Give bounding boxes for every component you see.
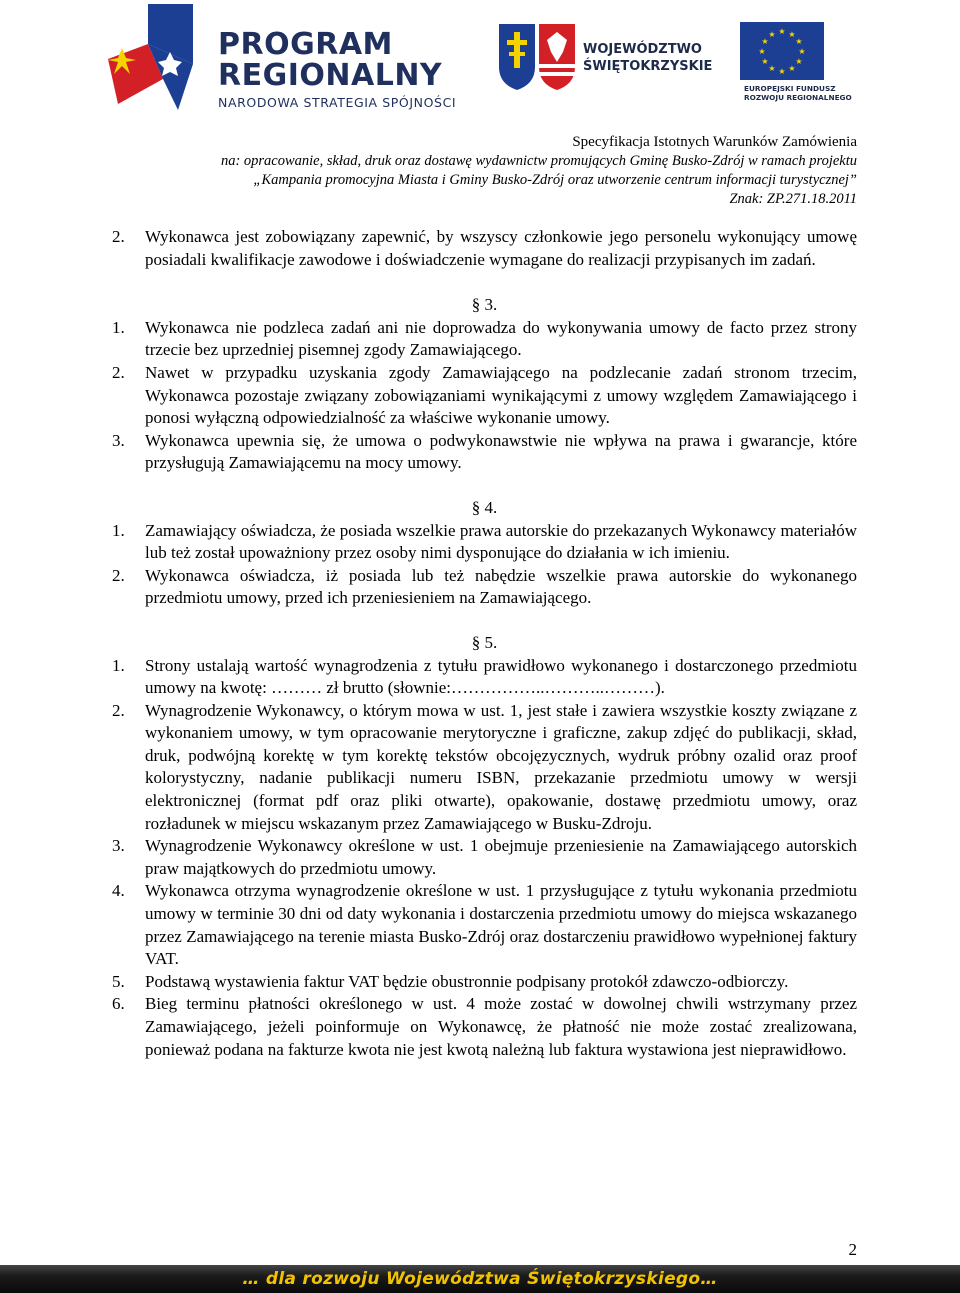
list-item (112, 971, 857, 994)
paragraph-title: § 5. (471, 632, 498, 652)
svg-text:★: ★ (761, 57, 769, 66)
eu-flag-icon (740, 22, 824, 80)
svg-text:★: ★ (768, 64, 776, 73)
item-text: Wykonawca jest zobowiązany zapewnić, by wszyscy członkowie jego personelu wykonujący umowę posiadali kwalifikacje zawodowe i doświadczenie wymagane do realizacji przypisanych im zadań. (145, 227, 857, 269)
svg-text:★: ★ (758, 47, 766, 56)
list-item (112, 430, 857, 475)
paragraph-title: § 3. (471, 295, 498, 315)
header-reference: Znak: ZP.271.18.2011 (729, 191, 857, 207)
wojewodztwo-line1: WOJEWÓDZTWO (583, 42, 702, 57)
list-item (112, 993, 857, 1061)
item-text: Zamawiający oświadcza, że posiada wszelkie prawa autorskie do przekazanych Wykonawcy materiałów lub też został upoważniony przez osoby nimi dysponujące do działania w ich imieniu. (145, 520, 857, 563)
svg-text:★: ★ (778, 67, 786, 76)
item-number: 5. (112, 971, 125, 991)
footer-bar (0, 1265, 960, 1293)
svg-text:★: ★ (795, 37, 803, 46)
item-number: 1. (112, 317, 125, 337)
footer-slogan: … dla rozwoju Województwa Świętokrzyskiego… (242, 1269, 718, 1289)
item-number: 1. (112, 655, 125, 675)
item-text: Nawet w przypadku uzyskania zgody Zamawiającego na podzlecanie zadań stronom trzecim, Wykonawca pozostaje związany zobowiązaniami wynikającymi z umowy względem Zamawiającego i ponosi wyłączną odpowiedzialność za właściwe wykonanie umowy. (145, 362, 857, 428)
item-text: Bieg terminu płatności określonego w ust. 4 może zostać w dowolnej chwili wstrzymany przez Zamawiającego, jeżeli poinformuje on Wykonawcę, że płatność nie może zostać zrealizowana, ponieważ podana na fakturze kwota nie jest kwotą należną lub faktura wystawiona jest nieprawidłowo. (145, 994, 857, 1059)
item-number: 2. (112, 700, 125, 720)
header-logos (0, 0, 960, 120)
item-text: Wykonawca otrzyma wynagrodzenie określone w ust. 1 przysługujące z tytułu wykonania przedmiotu umowy w terminie 30 dni od daty wykonania i dostarczenia przedmiotu umowy do miejsca wskazanego przez Zamawiającego na terenie miasta Busko-Zdrój oraz dostarczeniu prawidłowo wypełnionej faktury VAT. (145, 881, 857, 969)
program-logo-line1: PROGRAM (218, 27, 393, 62)
item-text: Wynagrodzenie Wykonawcy, o którym mowa w ust. 1, jest stałe i zawiera wszystkie koszty związane z wykonaniem umowy, w tym opracowanie merytoryczne i graficzne, zakup zdjęć do publikacji, skład, druk, podwójną korektę w tym korektę tekstów obcojęzycznych, wydruk próbny ozalid oraz proof kolorystyczny, nadanie publikacji numeru ISBN, przekazanie przedmiotu umowy w wersji elektronicznej (format pdf oraz pliki otwarte), opakowanie, dostawę przedmiotu umowy, oraz rozładunek w miejscu wskazanym przez Zamawiającego w Busku-Zdroju. (145, 700, 857, 833)
item-number: 1. (112, 520, 125, 540)
svg-text:★: ★ (761, 37, 769, 46)
eu-line1: EUROPEJSKI FUNDUSZ (744, 84, 836, 93)
item-number: 4. (112, 881, 125, 901)
svg-text:★: ★ (798, 47, 806, 56)
svg-text:★: ★ (768, 30, 776, 39)
item-text: Wykonawca upewnia się, że umowa o podwykonawstwie nie wpływa na prawa i gwarancje, które przysługują Zamawiającemu na mocy umowy. (145, 430, 857, 473)
list-item (112, 835, 857, 880)
item-number: 2. (112, 227, 125, 246)
item-number: 2. (112, 565, 125, 585)
page-number: 2 (848, 1240, 857, 1259)
document-header (221, 133, 857, 209)
wojewodztwo-line2: ŚWIĘTOKRZYSKIE (583, 59, 713, 74)
eu-line2: ROZWOJU REGIONALNEGO (744, 93, 852, 102)
header-subject: na: opracowanie, skład, druk oraz dostawę wydawnictw promujących Gminę Busko-Zdrój w ramach projektu (220, 153, 857, 169)
document-body (112, 226, 857, 1061)
list-item (112, 362, 857, 430)
header-project: „Kampania promocyjna Miasta i Gminy Busko-Zdrój oraz utworzenie centrum informacji turystycznej” (253, 172, 857, 188)
svg-text:★: ★ (778, 27, 786, 36)
svg-text:★: ★ (788, 64, 796, 73)
item-text: Strony ustalają wartość wynagrodzenia z tytułu prawidłowo wykonanego i dostarczonego przedmiotu umowy na kwotę: ……… zł brutto (słownie:……………..………..………). (145, 655, 857, 698)
program-logo-line2: REGIONALNY (218, 58, 443, 93)
list-item (112, 655, 857, 700)
header-title: Specyfikacja Istotnych Warunków Zamówienia (572, 134, 857, 150)
list-item (112, 317, 857, 362)
program-regionalny-logo (108, 4, 488, 110)
item-number: 3. (112, 430, 125, 450)
svg-text:★: ★ (788, 30, 796, 39)
list-item (112, 520, 857, 565)
program-logo-line3: NARODOWA STRATEGIA SPÓJNOŚCI (218, 95, 457, 110)
list-item (112, 226, 857, 271)
item-text: Wykonawca nie podzleca zadań ani nie doprowadza do wykonywania umowy de facto przez strony trzecie bez uprzedniej pisemnej zgody Zamawiającego. (145, 317, 857, 360)
item-number: 3. (112, 836, 125, 856)
item-text: Podstawą wystawienia faktur VAT będzie obustronnie podpisany protokół zdawczo-odbiorczy. (145, 971, 789, 991)
list-item (112, 700, 857, 836)
svg-text:★: ★ (795, 57, 803, 66)
item-number: 6. (112, 994, 125, 1014)
list-item (112, 880, 857, 970)
item-number: 2. (112, 362, 125, 382)
coat-of-arms-icon (497, 22, 577, 92)
item-text: Wykonawca oświadcza, iż posiada lub też nabędzie wszelkie prawa autorskie do wykonanego przedmiotu umowy, przed ich przeniesieniem na Zamawiającego. (145, 565, 857, 608)
wojewodztwo-logo (497, 22, 727, 92)
item-text: Wynagrodzenie Wykonawcy określone w ust. 1 obejmuje przeniesienie na Zamawiającego autorskich praw majątkowych do przedmiotu umowy. (145, 836, 857, 878)
program-regionalny-emblem-icon (108, 4, 218, 110)
eu-logo (740, 22, 870, 107)
paragraph-title: § 4. (471, 497, 498, 517)
list-item (112, 565, 857, 610)
